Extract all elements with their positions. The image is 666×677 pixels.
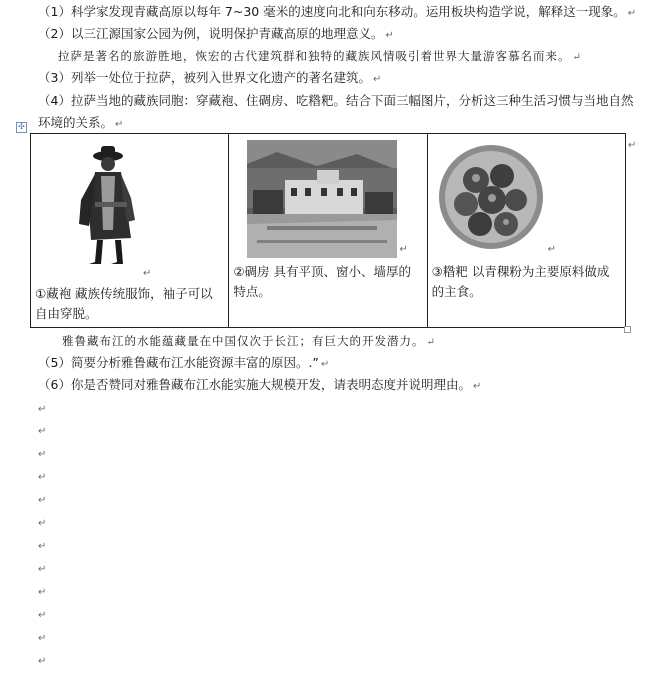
yarlung-note bbox=[62, 331, 436, 351]
blockhouse-caption: ②碉房 具有平顶、窗小、墙厚的特点。 bbox=[233, 264, 412, 299]
paragraph-mark: ↵ bbox=[143, 268, 152, 279]
tibetan-robe-image bbox=[51, 140, 161, 268]
empty-paragraph-mark: ↵ bbox=[38, 610, 47, 621]
paragraph-mark: ↵ bbox=[372, 74, 382, 85]
table-resize-handle[interactable] bbox=[624, 326, 631, 333]
empty-paragraph-mark: ↵ bbox=[38, 495, 47, 506]
question-6-text: （6）你是否赞同对雅鲁藏布江水能实施大规模开发，请表明态度并说明理由。 bbox=[38, 377, 471, 392]
paragraph-mark: ↵ bbox=[320, 359, 330, 370]
paragraph-mark: ↵ bbox=[426, 337, 436, 348]
question-3-text: （3）列举一处位于拉萨，被列入世界文化遗产的著名建筑。 bbox=[38, 70, 371, 85]
picture-cell-robe bbox=[31, 134, 228, 327]
paragraph-mark: ↵ bbox=[572, 52, 582, 63]
tsampa-image bbox=[436, 142, 546, 252]
empty-paragraph-mark: ↵ bbox=[38, 564, 47, 575]
question-1 bbox=[38, 2, 636, 22]
robe-caption: ①藏袍 藏族传统服饰，袖子可以自由穿脱。 bbox=[35, 286, 213, 321]
paragraph-mark: ↵ bbox=[399, 244, 408, 255]
empty-paragraph-mark: ↵ bbox=[38, 449, 47, 460]
empty-paragraph-mark: ↵ bbox=[38, 472, 47, 483]
empty-paragraph-mark: ↵ bbox=[38, 656, 47, 667]
paragraph-mark: ↵ bbox=[472, 381, 482, 392]
lhasa-note bbox=[58, 46, 582, 66]
question-4-text-1: （4）拉萨当地的藏族同胞：穿藏袍、住碉房、吃糌粑。结合下面三幅图片，分析这三种生活习惯与当地自然 bbox=[38, 93, 634, 108]
empty-paragraph-mark: ↵ bbox=[38, 426, 47, 437]
empty-paragraph-mark: ↵ bbox=[38, 404, 47, 415]
paragraph-mark: ↵ bbox=[115, 119, 124, 130]
lhasa-note-text: 拉萨是著名的旅游胜地，恢宏的古代建筑群和独特的藏族风情吸引着世界大量游客慕名而来。 bbox=[58, 49, 571, 63]
question-1-text: （1）科学家发现青藏高原以每年 7~30 毫米的速度向北和向东移动。运用板块构造学说，解释这一现象。 bbox=[38, 4, 626, 19]
paragraph-mark: ↵ bbox=[547, 244, 557, 255]
empty-paragraph-mark: ↵ bbox=[38, 518, 47, 529]
table-move-handle-icon[interactable]: ✣ bbox=[16, 122, 27, 133]
question-5-text: （5）简要分析雅鲁藏布江水能资源丰富的原因。.” bbox=[38, 355, 319, 370]
picture-cell-blockhouse bbox=[228, 134, 426, 327]
empty-paragraph-mark: ↵ bbox=[38, 587, 47, 598]
yarlung-note-text: 雅鲁藏布江的水能蕴藏量在中国仅次于长江；有巨大的开发潜力。 bbox=[62, 334, 425, 348]
paragraph-mark: ↵ bbox=[385, 30, 394, 41]
paragraph-mark: ↵ bbox=[627, 8, 637, 19]
question-5 bbox=[38, 353, 329, 373]
empty-paragraph-mark: ↵ bbox=[38, 541, 47, 552]
question-4-line-2 bbox=[38, 113, 123, 133]
empty-paragraph-mark: ↵ bbox=[38, 633, 47, 644]
paragraph-mark: ↵ bbox=[628, 140, 637, 151]
question-6 bbox=[38, 375, 481, 395]
picture-table bbox=[30, 133, 626, 328]
question-2 bbox=[38, 24, 394, 44]
tsampa-caption: ③糌粑 以青稞粉为主要原料做成的主食。 bbox=[431, 264, 610, 299]
blockhouse-image bbox=[247, 140, 397, 258]
question-4-line-1 bbox=[38, 91, 633, 111]
picture-cell-tsampa bbox=[427, 134, 625, 327]
question-3 bbox=[38, 68, 381, 88]
question-4-text-2: 环境的关系。 bbox=[38, 115, 114, 130]
question-2-text: （2）以三江源国家公园为例，说明保护青藏高原的地理意义。 bbox=[38, 26, 384, 41]
